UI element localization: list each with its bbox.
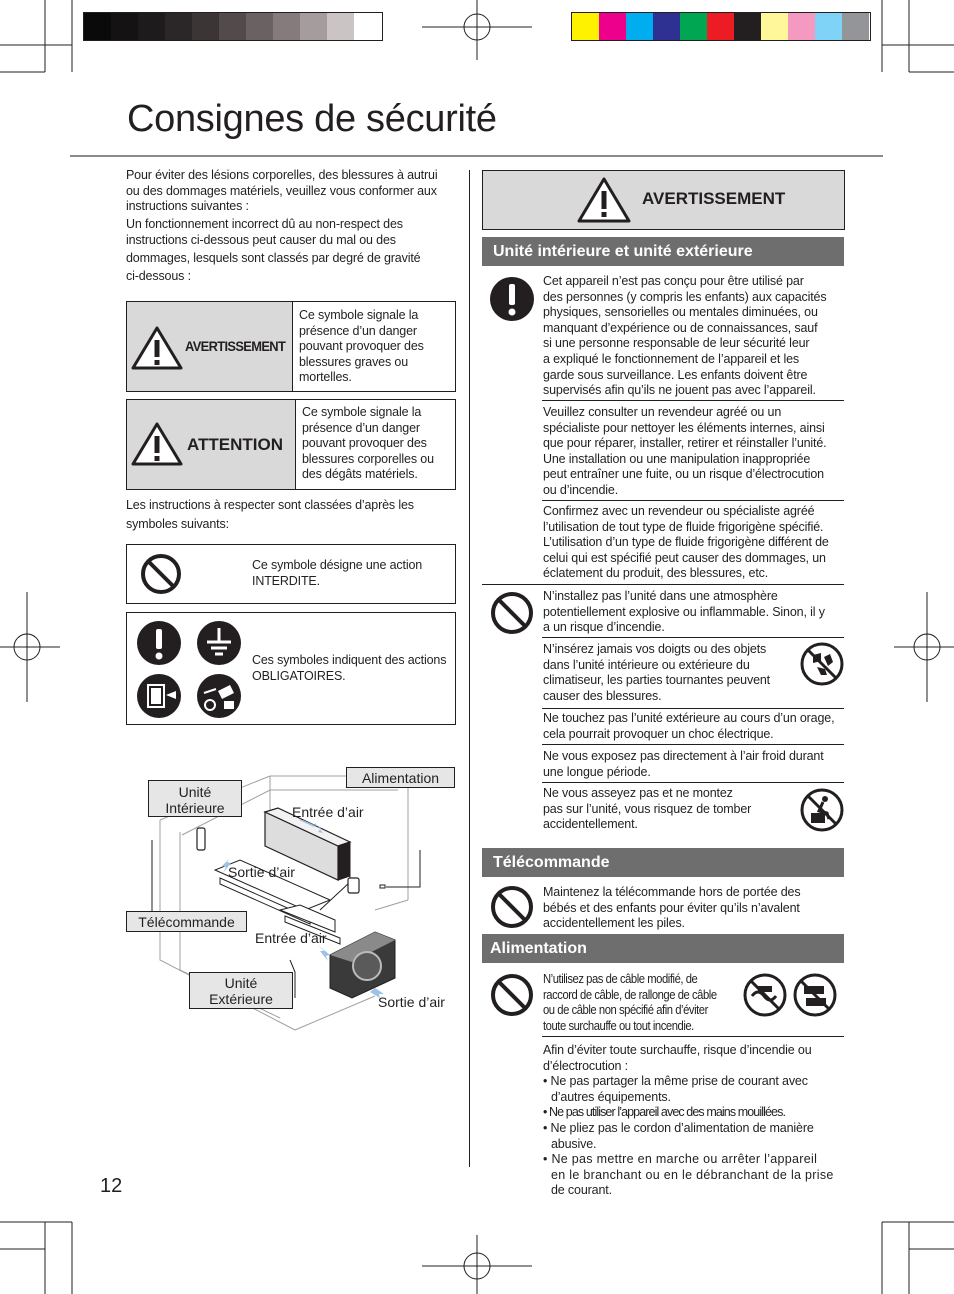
section-header-remote: Télécommande — [482, 848, 844, 877]
para-not-for-children: Cet appareil n’est pas conçu pour être utilisé par des personnes (y compris les enfants) aux capacités physiques, sensorielles ou mentales diminuées, ou manquant d’expérience ou de connaissances, sauf si une personne responsable de leur sécurité leur a expliqué le fonctionnement de l’appareil et les garde sous surveillance. Les enfants doivent être supervisés afin qu’ils ne jouent pas avec l’appareil. — [543, 274, 827, 398]
calibration-swatch — [219, 13, 246, 40]
para-cold-air: Ne vous exposez pas directement à l’air froid durant une longue période. — [543, 749, 824, 779]
no-fingers-in-fan-icon — [799, 641, 845, 687]
avertissement-header-box — [482, 170, 845, 230]
label-air-in-2: Entrée d’air — [255, 930, 327, 946]
calibration-swatch — [680, 13, 707, 40]
column-divider — [469, 170, 470, 1167]
calibration-swatch — [192, 13, 219, 40]
calibration-swatch — [788, 13, 815, 40]
unplug-icon — [196, 673, 242, 719]
no-extension-cord-icon — [792, 972, 838, 1018]
section-header-units: Unité intérieure et unité extérieure — [482, 237, 844, 266]
classified-text: Les instructions à respecter sont classées d’après les symboles suivants: — [126, 498, 414, 531]
calibration-swatch — [327, 13, 354, 40]
warning-triangle-icon — [131, 422, 183, 466]
calibration-swatch — [300, 13, 327, 40]
para-explosive-atmosphere: N’installez pas l’unité dans une atmosphère potentiellement explosive ou inflammable. Sinon, il y a un risque d’incendie. — [543, 589, 825, 635]
calibration-swatch — [138, 13, 165, 40]
para-refrigerant: Confirmez avec un revendeur ou spécialiste agréé l’utilisation de tout type de fluide frigorigène spécifié. L’utilisation d’un type de fluide frigorigène différent de celui qui est spécifié peut causer des dommages, un éclatement du produit, des blessures, etc. — [543, 504, 829, 581]
prohibited-icon — [489, 590, 535, 636]
attention-legend-box — [126, 399, 456, 490]
para-overheat: Afin d’éviter toute surchauffe, risque d’incendie ou d’électrocution : • Ne pas partager la même prise de courant avec d’autres équipements. • Ne pas utiliser l’appareil avec des mains mouillées. • Ne pliez pas le cordon d’alimentation de manière abusive. • Ne pas mettre en marche ou arrêter l’appareil en le branchant ou en le débranchant de la prise de courant. — [543, 1043, 834, 1198]
warning-triangle-icon — [131, 326, 183, 370]
calibration-swatch — [707, 13, 734, 40]
para-no-modified-cable: N’utilisez pas de câble modifié, de raccord de câble, de rallonge de câble ou de câble non spécifié afin d’éviter toute surchauffe ou tout incendie. — [543, 972, 717, 1033]
label-outdoor-unit: Unité Extérieure — [189, 972, 293, 1009]
calibration-swatch — [165, 13, 192, 40]
section-header-power: Alimentation — [482, 934, 844, 963]
prohibited-icon — [139, 552, 183, 596]
calibration-swatch — [354, 13, 381, 40]
para-thunderstorm: Ne touchez pas l’unité extérieure au cours d’un orage, cela pourrait provoquer un choc électrique. — [543, 711, 835, 741]
prohibited-legend-box — [126, 544, 456, 604]
calibration-swatch — [246, 13, 273, 40]
calibration-swatch — [111, 13, 138, 40]
calibration-swatch — [842, 13, 869, 40]
label-indoor-unit: Unité Intérieure — [148, 780, 242, 817]
para-remote-batteries: Maintenez la télécommande hors de portée des bébés et des enfants pour éviter qu’ils n’avalent accidentellement les piles. — [543, 885, 801, 931]
prohibited-icon — [489, 972, 535, 1018]
attention-description: Ce symbole signale la présence d’un danger pouvant provoquer des blessures corporelles ou des dégâts matériels. — [302, 405, 434, 482]
no-climbing-icon — [799, 787, 845, 833]
mandatory-legend-box — [126, 612, 456, 725]
page-title: Consignes de sécurité — [127, 98, 497, 140]
intro-text: Pour éviter des lésions corporelles, des blessures à autrui ou des dommages matériels, veuillez vous conformer aux instructions suivantes : Un fonctionnement incorrect dû au non-respect des instructions ci-dessous peut causer du mal ou des dommages, lesquels sont classés par degré de gravité ci-dessous : — [126, 168, 438, 283]
para-consult-dealer: Veuillez consulter un revendeur agréé ou un spécialiste pour nettoyer les éléments internes, ainsi que pour réparer, installer, retirer et réinstaller l’unité. Une installation ou une manipulation inappropriée peut entraîner une fuite, ou un risque d’électrocution ou d’incendie. — [543, 405, 827, 497]
calibration-swatch — [626, 13, 653, 40]
label-air-out-1: Sortie d’air — [228, 864, 295, 880]
calibration-swatch — [273, 13, 300, 40]
label-air-out-2: Sortie d’air — [378, 994, 445, 1010]
calibration-swatch — [815, 13, 842, 40]
label-power: Alimentation — [346, 767, 455, 788]
page-number: 12 — [100, 1175, 123, 1197]
switch-off-icon — [136, 673, 182, 719]
calibration-swatch — [761, 13, 788, 40]
calibration-swatch — [734, 13, 761, 40]
avertissement-header-label: AVERTISSEMENT — [642, 189, 786, 208]
attention-label: ATTENTION — [187, 435, 284, 454]
prohibited-description: Ce symbole désigne une action INTERDITE. — [252, 558, 423, 588]
avertissement-description: Ce symbole signale la présence d’un danger pouvant provoquer des blessures graves ou mortelles. — [299, 308, 424, 385]
exclamation-icon — [136, 620, 182, 666]
label-air-in-1: Entrée d’air — [292, 804, 364, 820]
calibration-swatch — [572, 13, 599, 40]
prohibited-icon — [489, 884, 535, 930]
avertissement-legend-box — [126, 301, 456, 392]
avertissement-label: AVERTISSEMENT — [185, 338, 286, 354]
para-no-fingers: N’insérez jamais vos doigts ou des objets dans l’unité intérieure ou extérieure du climatiseur, les parties tournantes peuvent causer des blessures. — [543, 642, 771, 703]
calibration-swatch — [653, 13, 680, 40]
exclamation-icon — [489, 276, 535, 322]
warning-triangle-icon — [577, 177, 631, 223]
para-do-not-sit: Ne vous asseyez pas et ne montez pas sur l’unité, vous risquez de tomber accidentellement. — [543, 786, 752, 832]
calibration-swatch — [84, 13, 111, 40]
mandatory-description: Ces symboles indiquent des actions OBLIGATOIRES. — [252, 653, 447, 683]
ground-icon — [196, 620, 242, 666]
title-rule — [70, 155, 883, 157]
label-remote: Télécommande — [126, 911, 247, 932]
calibration-swatch — [599, 13, 626, 40]
no-modified-cable-icon — [742, 972, 788, 1018]
